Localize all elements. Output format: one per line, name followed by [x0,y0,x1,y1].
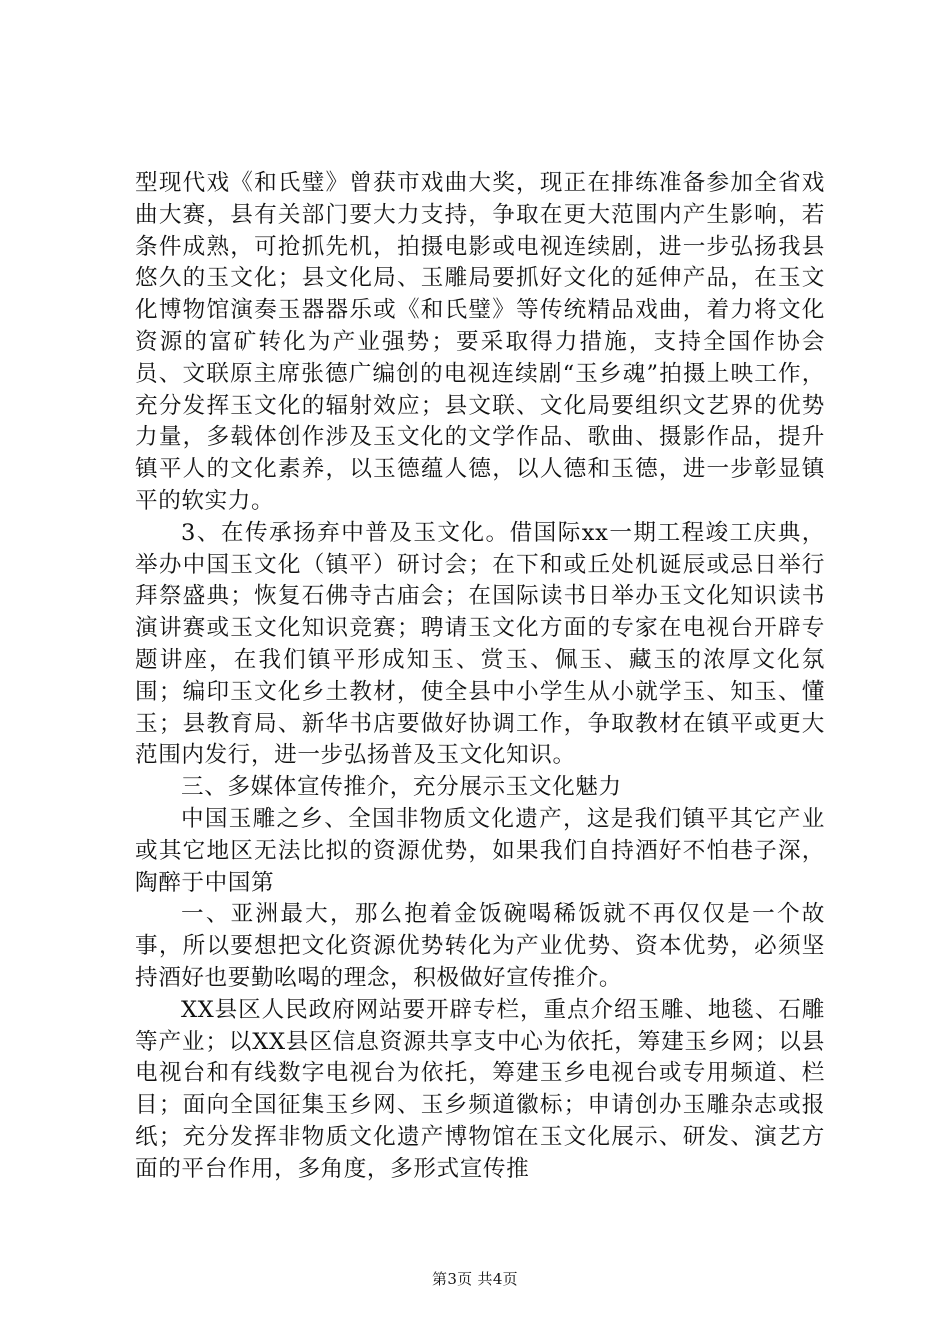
document-body [135,168,825,1186]
paragraph-2: 3、在传承扬弃中普及玉文化。借国际xx一期工程竣工庆典，举办中国玉文化（镇平）研讨会；在下和或丘处机诞辰或忌日举行拜祭盛典；恢复石佛寺古庙会；在国际读书日举办玉文化知识读书演讲赛或玉文化知识竞赛；聘请玉文化方面的专家在电视台开辟专题讲座，在我们镇平形成知玉、赏玉、佩玉、藏玉的浓厚文化氛围；编印玉文化乡土教材，使全县中小学生从小就学玉、知玉、懂玉；县教育局、新华书店要做好协调工作，争取教材在镇平或更大范围内发行，进一步弘扬普及玉文化知识。 [135,519,825,769]
paragraph-4: 一、亚洲最大，那么抱着金饭碗喝稀饭就不再仅仅是一个故事，所以要想把文化资源优势转化为产业优势、资本优势，必须坚持酒好也要勤吆喝的理念，积极做好宣传推介。 [135,901,825,991]
paragraph-3: 中国玉雕之乡、全国非物质文化遗产，这是我们镇平其它产业或其它地区无法比拟的资源优势，如果我们自持酒好不怕巷子深，陶醉于中国第 [135,805,825,896]
paragraph-1: 型现代戏《和氏璧》曾获市戏曲大奖，现正在排练准备参加全省戏曲大赛，县有关部门要大力支持，争取在更大范围内产生影响，若条件成熟，可抢抓先机，拍摄电影或电视连续剧，进一步弘扬我县悠久的玉文化；县文化局、玉雕局要抓好文化的延伸产品，在玉文化博物馆演奏玉器器乐或《和氏璧》等传统精品戏曲，着力将文化资源的富矿转化为产业强势；要采取得力措施，支持全国作协会员、文联原主席张德广编创的电视连续剧“玉乡魂”拍摄上映工作，充分发挥玉文化的辐射效应；县文联、文化局要组织文艺界的优势力量，多载体创作涉及玉文化的文学作品、歌曲、摄影作品，提升镇平人的文化素养，以玉德蕴人德，以人德和玉德，进一步彰显镇平的软实力。 [135,170,825,514]
paragraph-5: XX县区人民政府网站要开辟专栏，重点介绍玉雕、地毯、石雕等产业；以XX县区信息资源共享支中心为依托，筹建玉乡网；以县电视台和有线数字电视台为依托，筹建玉乡电视台或专用频道、栏目；面向全国征集玉乡网、玉乡频道徽标；申请创办玉雕杂志或报纸；充分发挥非物质文化遗产博物馆在玉文化展示、研发、演艺方面的平台作用，多角度，多形式宣传推 [135,996,825,1182]
page-number-label: 第3页 共4页 [432,1270,518,1288]
section-heading: 三、多媒体宣传推介，充分展示玉文化魅力 [181,774,622,801]
page-footer [0,1268,950,1289]
